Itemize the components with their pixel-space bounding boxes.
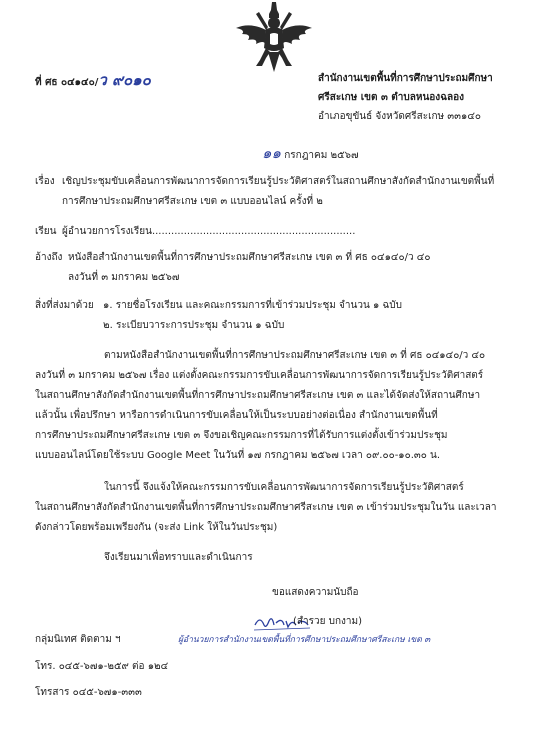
signer-position: ผู้อำนวยการสำนักงานเขตพื้นที่การศึกษาประถมศึกษาศรีสะเกษ เขต ๓ bbox=[178, 635, 431, 645]
doc-number bbox=[35, 73, 151, 90]
office-line-3: อำเภอขุขันธ์ จังหวัดศรีสะเกษ ๓๓๑๔๐ bbox=[318, 111, 481, 122]
subject-label: เรื่อง bbox=[35, 176, 55, 187]
date-day-handwritten: ๑๑ bbox=[262, 144, 282, 162]
garuda-emblem-icon bbox=[232, 0, 316, 76]
doc-number-prefix: ที่ ศธ ๐๔๑๔๐/ bbox=[35, 77, 99, 88]
body-p1-line-1: ตามหนังสือสำนักงานเขตพื้นที่การศึกษาประถมศึกษาศรีสะเกษ เขต ๓ ที่ ศธ ๐๔๑๔๐/ว ๔๐ bbox=[104, 350, 486, 361]
body-p2-line-3: ดังกล่าวโดยพร้อมเพรียงกัน (จะส่ง Link ให้ในวันประชุม) bbox=[35, 522, 278, 533]
subject-line-1: เชิญประชุมขับเคลื่อนการพัฒนาการจัดการเรียนรู้ประวัติศาสตร์ในสถานศึกษาสังกัดสำนักงานเขตพื้นที่ bbox=[62, 176, 495, 187]
reference-label: อ้างถึง bbox=[35, 252, 63, 263]
doc-number-handwritten: ว ๙๐๑๐ bbox=[98, 71, 151, 89]
reference-line-2: ลงวันที่ ๓ มกราคม ๒๕๖๗ bbox=[68, 272, 180, 283]
body-p2-line-2: ในสถานศึกษาสังกัดสำนักงานเขตพื้นที่การศึกษาประถมศึกษาศรีสะเกษ เขต ๓ เข้าร่วมประชุมในวัน และเวลา bbox=[35, 502, 497, 513]
contact-department: กลุ่มนิเทศ ติดตาม ฯ bbox=[35, 634, 121, 645]
salutation-dots: ................................................................ bbox=[151, 226, 356, 237]
body-p1-line-5: การศึกษาประถมศึกษาศรีสะเกษ เขต ๓ จึงขอเชิญคณะกรรมการที่ได้รับการแต่งตั้งเข้าร่วมประชุม bbox=[35, 430, 448, 441]
body-p1-line-2: ลงวันที่ ๓ มกราคม ๒๕๖๗ เรื่อง แต่งตั้งคณะกรรมการขับเคลื่อนการพัฒนาการจัดการเรียนรู้ประวัติศาสตร์ bbox=[35, 370, 484, 381]
contact-fax: โทรสาร ๐๔๕-๖๗๑-๓๓๓ bbox=[35, 687, 142, 698]
subject-line-2: การศึกษาประถมศึกษาศรีสะเกษ เขต ๓ แบบออนไลน์ ครั้งที่ ๒ bbox=[62, 196, 323, 207]
body-p1-line-3: ในสถานศึกษาสังกัดสำนักงานเขตพื้นที่การศึกษาประถมศึกษาศรีสะเกษ เขต ๓ และได้จัดส่งให้สถานศึกษา bbox=[35, 390, 481, 401]
signer-name: (สำรวย บกงาม) bbox=[293, 616, 363, 627]
enclosure-label: สิ่งที่ส่งมาด้วย bbox=[35, 300, 94, 311]
body-p1-line-4: แล้วนั้น เพื่อปรึกษา หารือการดำเนินการขับเคลื่อนให้เป็นระบบอย่างต่อเนื่อง สำนักงานเขตพื้นที่ bbox=[35, 410, 438, 421]
salutation-text: ผู้อำนวยการโรงเรียน bbox=[62, 226, 152, 237]
office-line-2: ศรีสะเกษ เขต ๓ ตำบลหนองฉลอง bbox=[318, 92, 465, 103]
date-month-year: กรกฎาคม ๒๕๖๗ bbox=[284, 150, 359, 161]
closing-respect: ขอแสดงความนับถือ bbox=[272, 587, 359, 598]
salutation-label: เรียน bbox=[35, 226, 57, 237]
body-p2-line-1: ในการนี้ จึงแจ้งให้คณะกรรมการขับเคลื่อนการพัฒนาการจัดการเรียนรู้ประวัติศาสตร์ bbox=[104, 482, 464, 493]
enclosure-item-2: ๒. ระเบียบวาระการประชุม จำนวน ๑ ฉบับ bbox=[103, 320, 285, 331]
letter-date bbox=[262, 146, 359, 163]
enclosure-item-1: ๑. รายชื่อโรงเรียน และคณะกรรมการที่เข้าร่วมประชุม จำนวน ๑ ฉบับ bbox=[103, 300, 403, 311]
body-p1-line-6: แบบออนไลน์โดยใช้ระบบ Google Meet ในวันที่ ๑๗ กรกฎาคม ๒๕๖๗ เวลา ๐๙.๐๐-๑๐.๓๐ น. bbox=[35, 450, 441, 461]
salutation bbox=[62, 225, 355, 239]
contact-telephone: โทร. ๐๔๕-๖๗๑-๒๕๙ ต่อ ๑๒๔ bbox=[35, 661, 169, 672]
reference-line-1: หนังสือสำนักงานเขตพื้นที่การศึกษาประถมศึกษาศรีสะเกษ เขต ๓ ที่ ศธ ๐๔๑๔๐/ว ๔๐ bbox=[68, 252, 431, 263]
body-p3: จึงเรียนมาเพื่อทราบและดำเนินการ bbox=[104, 552, 253, 563]
office-line-1: สำนักงานเขตพื้นที่การศึกษาประถมศึกษา bbox=[318, 73, 493, 84]
